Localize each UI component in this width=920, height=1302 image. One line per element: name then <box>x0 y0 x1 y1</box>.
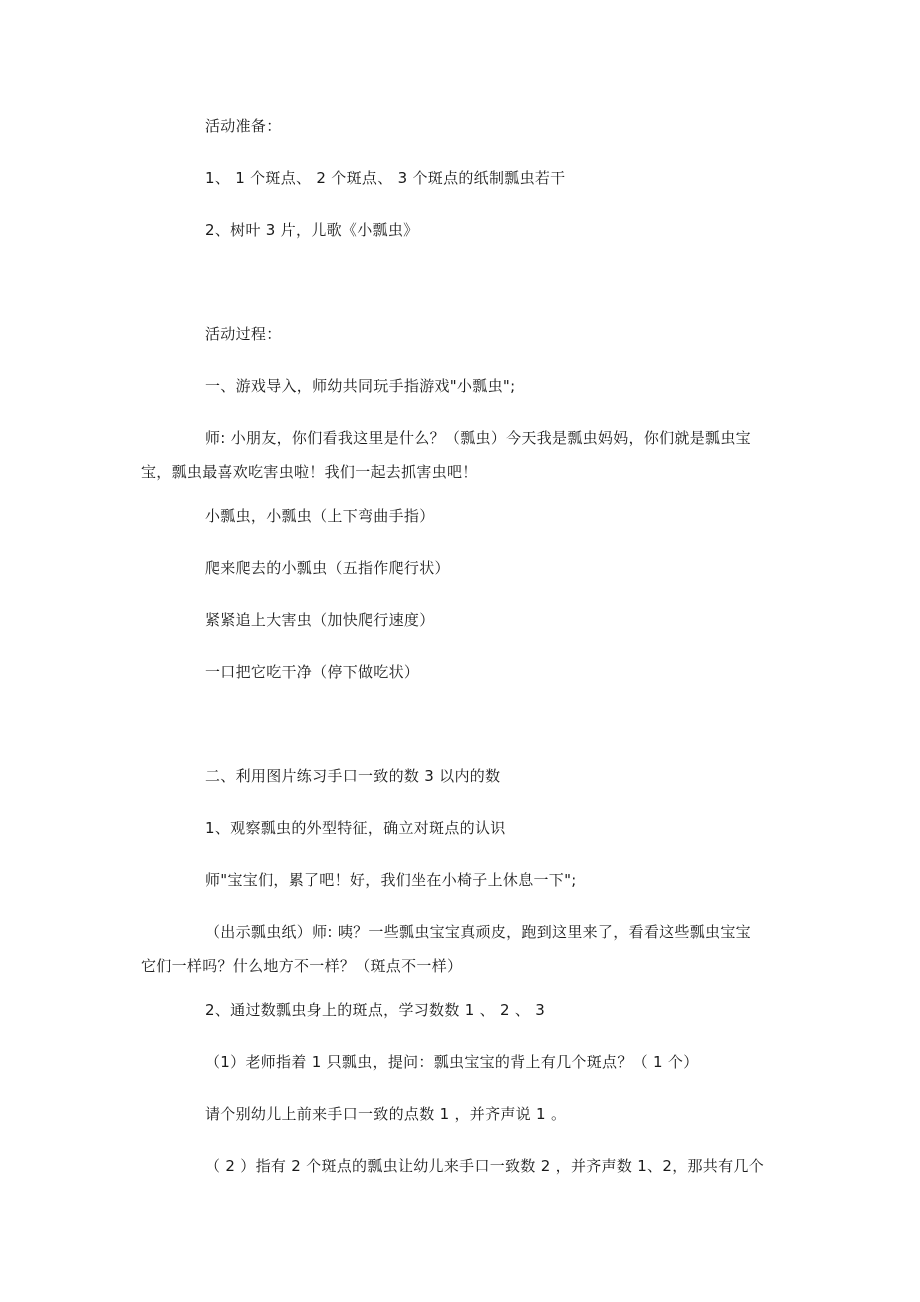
step-2-show-line-2: 它们一样吗？什么地方不一样？（斑点不一样） <box>141 957 463 975</box>
song-line-2: 爬来爬去的小瓢虫（五指作爬行状） <box>205 559 450 577</box>
prep-item-1: 1、 1 个斑点、 2 个斑点、 3 个斑点的纸制瓢虫若干 <box>205 169 566 187</box>
process-heading: 活动过程： <box>205 325 282 343</box>
step-2-title: 二、利用图片练习手口一致的数 3 以内的数 <box>205 767 501 785</box>
step-2-show-paragraph <box>141 915 784 983</box>
step-1-title: 一、游戏导入，师幼共同玩手指游戏"小瓢虫"; <box>205 377 516 395</box>
song-line-4: 一口把它吃干净（停下做吃状） <box>205 663 420 681</box>
count-2: （ 2 ）指有 2 个斑点的瓢虫让幼儿来手口一致数 2 ，并齐声数 1、2，那共有几个 <box>205 1157 764 1175</box>
step-1-teacher-line-2: 宝，瓢虫最喜欢吃害虫啦！我们一起去抓害虫吧！ <box>141 463 478 481</box>
count-1-followup: 请个别幼儿上前来手口一致的点数 1 ，并齐声说 1 。 <box>205 1105 567 1123</box>
count-1: （1）老师指着 1 只瓢虫，提问：瓢虫宝宝的背上有几个斑点？（ 1 个） <box>205 1053 699 1071</box>
song-line-1: 小瓢虫，小瓢虫（上下弯曲手指） <box>205 507 435 525</box>
step-2-show-line-1: （出示瓢虫纸）师: 咦？一些瓢虫宝宝真顽皮，跑到这里来了，看看这些瓢虫宝宝 <box>205 923 751 941</box>
step-2-sub-1: 1、观察瓢虫的外型特征，确立对斑点的认识 <box>205 819 506 837</box>
prep-item-2: 2、树叶 3 片，儿歌《小瓢虫》 <box>205 221 419 239</box>
prep-heading: 活动准备： <box>205 117 282 135</box>
step-2-sub-2: 2、通过数瓢虫身上的斑点，学习数数 1 、 2 、 3 <box>205 1001 546 1019</box>
step-2-teacher-rest: 师"宝宝们，累了吧！好，我们坐在小椅子上休息一下"; <box>205 871 577 889</box>
step-1-teacher-paragraph <box>141 421 784 489</box>
step-1-teacher-line-1: 师: 小朋友，你们看我这里是什么？（瓢虫）今天我是瓢虫妈妈，你们就是瓢虫宝 <box>205 429 751 447</box>
song-line-3: 紧紧追上大害虫（加快爬行速度） <box>205 611 435 629</box>
